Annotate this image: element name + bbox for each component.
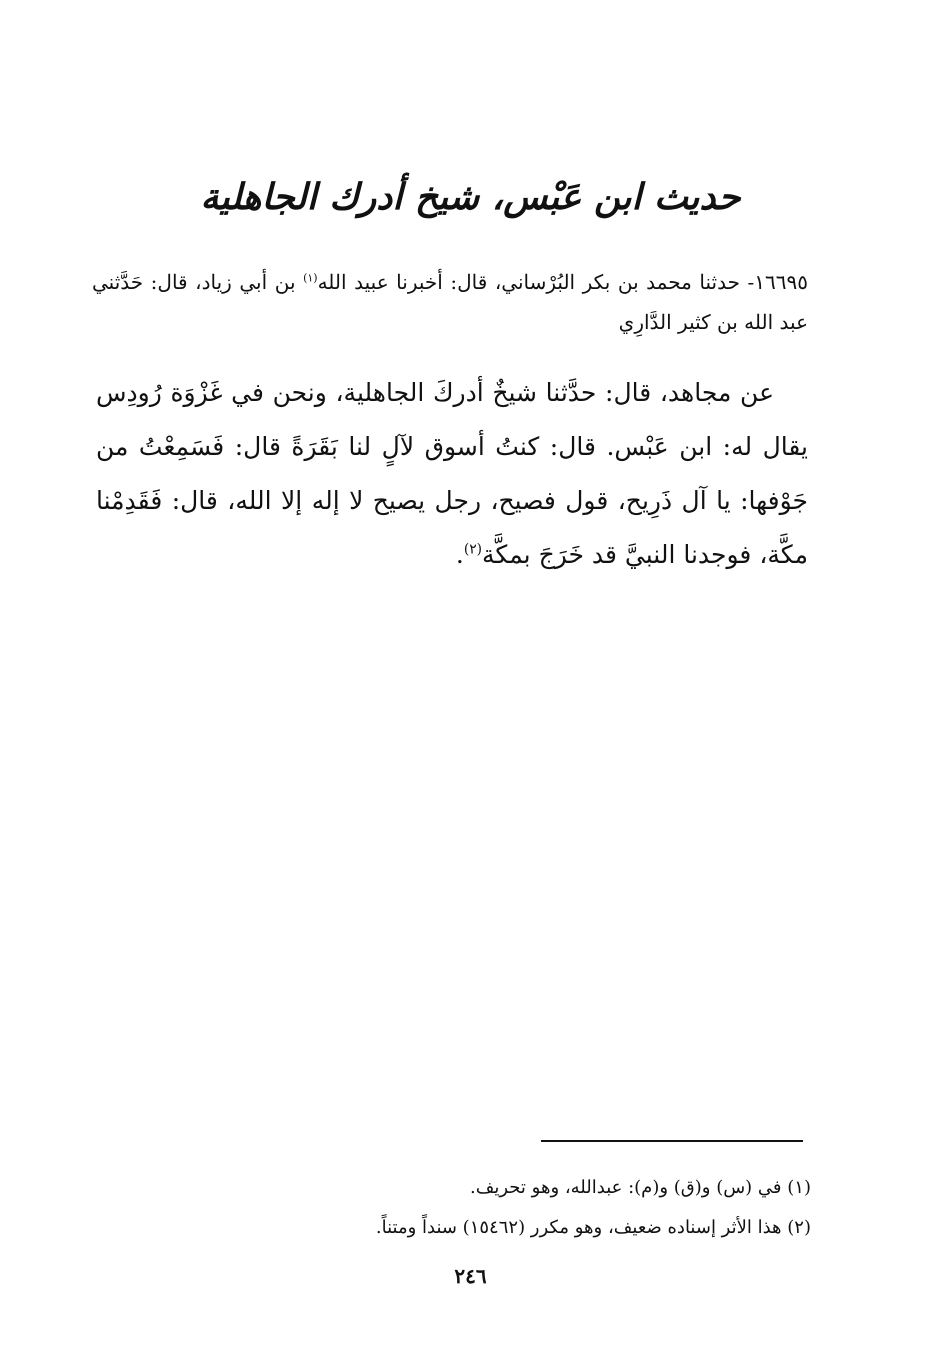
footnote-ref-1[interactable]: (١) [303,271,318,285]
footnote-2 [131,1208,811,1248]
page-number: ٢٤٦ [454,1264,487,1288]
hadith-number: ١٦٦٩٥- [747,270,808,294]
isnad-text-part-2: بن أبي زياد، قال: حَدَّثني عبد الله بن كثير الدَّارِي [92,270,808,334]
footnote-1 [131,1168,811,1208]
hadith-matn [96,366,808,582]
chapter-heading: حديث ابن عَبْس، شيخ أدرك الجاهلية [200,176,741,218]
isnad-text-part-1: حدثنا محمد بن بكر البُرْساني، قال: أخبرنا عبيد الله [317,270,748,294]
footnotes [131,1168,811,1248]
footnote-2-text: هذا الأثر إسناده ضعيف، وهو مكرر (١٥٤٦٢) سنداً ومتناً. [375,1217,788,1238]
hadith-isnad [92,262,808,342]
footnote-ref-2[interactable]: (٢) [463,541,482,558]
footnote-1-text: في (س) و(ق) و(م): عبدالله، وهو تحريف. [470,1177,788,1198]
footnote-1-label: (١) [787,1177,811,1198]
matn-text: عن مجاهد، قال: حدَّثنا شيخٌ أدركَ الجاهلية، ونحن في غَزْوَة رُودِس يقال له: ابن عَبْس. قال: كنتُ أسوق لآلٍ لنا بَقَرَةً قال: فَسَمِعْتُ من جَوْفها: يا آل ذَرِيح، قول فصيح، رجل يصيح لا إله إلا الله، قال: فَقَدِمْنا مكَّة، فوجدنا النبيَّ قد خَرَجَ بمكَّة [96,378,808,569]
footnote-2-label: (٢) [787,1217,811,1238]
footnote-separator [541,1140,803,1142]
matn-end: . [455,540,464,569]
